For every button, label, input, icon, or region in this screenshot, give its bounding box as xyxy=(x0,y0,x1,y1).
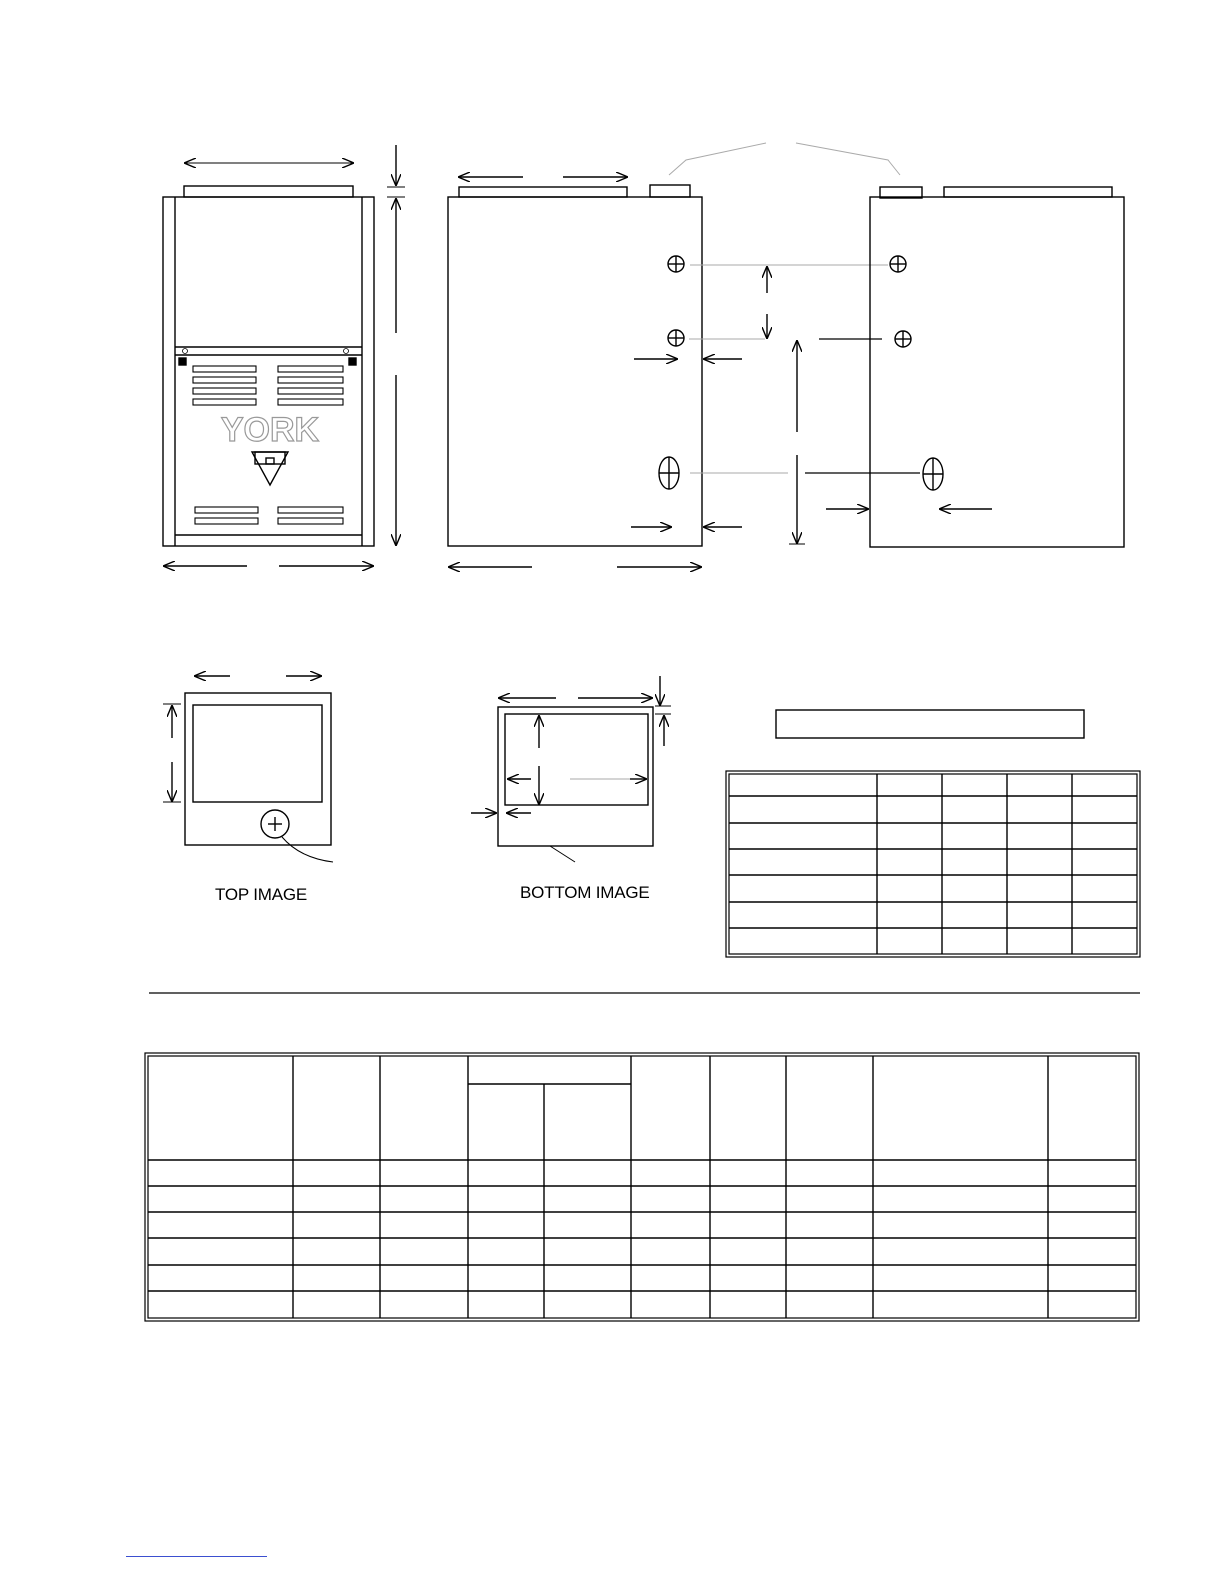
front-view xyxy=(163,145,405,566)
york-diamond-icon xyxy=(252,452,288,485)
footer-link-underline[interactable] xyxy=(126,1556,267,1557)
top-image xyxy=(163,676,333,862)
top-image-label: TOP IMAGE xyxy=(215,885,308,904)
small-table-caption-box xyxy=(776,710,1084,738)
small-table xyxy=(726,771,1140,957)
left-side-view xyxy=(448,177,742,567)
crosshair-icon xyxy=(923,458,943,490)
large-table xyxy=(145,1053,1139,1321)
york-logo: YORK xyxy=(220,411,320,449)
crosshair-icon xyxy=(659,457,679,489)
crosshair-icon xyxy=(668,256,684,272)
crosshair-icon xyxy=(890,256,906,272)
right-side-view xyxy=(826,187,1124,547)
crosshair-icon xyxy=(895,331,911,347)
bottom-image-label: BOTTOM IMAGE xyxy=(520,883,650,902)
crosshair-icon xyxy=(668,330,684,346)
center-dimensions xyxy=(689,265,920,544)
crosshair-icon xyxy=(261,810,289,838)
bottom-image xyxy=(471,676,671,862)
